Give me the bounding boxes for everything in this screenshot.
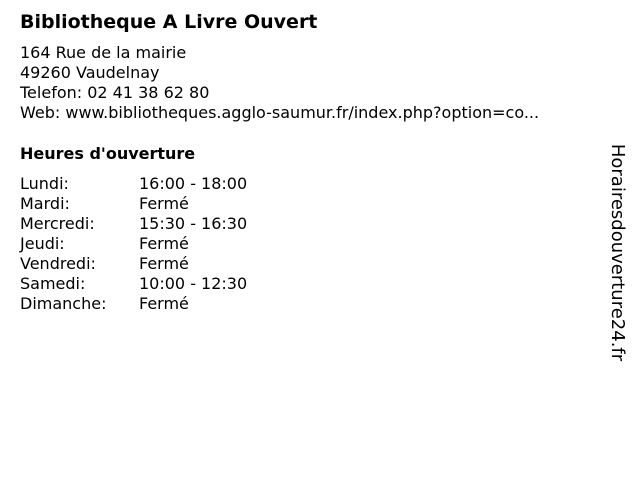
hours-table <box>20 174 247 314</box>
city-postal: 49260 Vaudelnay <box>20 63 160 82</box>
hours-row-thursday <box>20 234 247 254</box>
hours-row-wednesday <box>20 214 247 234</box>
street-address: 164 Rue de la mairie <box>20 43 187 62</box>
time-value: 16:00 - 18:00 <box>139 174 248 193</box>
time-value: Fermé <box>139 234 189 253</box>
hours-heading: Heures d'ouverture <box>20 144 196 163</box>
phone-number[interactable]: Telefon: 02 41 38 62 80 <box>20 83 210 102</box>
day-label: Lundi: <box>20 174 69 193</box>
day-label: Samedi: <box>20 274 86 293</box>
hours-row-monday <box>20 174 247 194</box>
time-value: 10:00 - 12:30 <box>139 274 248 293</box>
day-label: Jeudi: <box>20 234 65 253</box>
watermark-text: Horairesdouverture24.fr <box>607 143 629 361</box>
library-title: Bibliotheque A Livre Ouvert <box>20 11 318 33</box>
watermark <box>596 134 640 370</box>
time-value: Fermé <box>139 294 189 313</box>
time-value: 15:30 - 16:30 <box>139 214 248 233</box>
day-label: Mardi: <box>20 194 70 213</box>
hours-row-saturday <box>20 274 247 294</box>
day-label: Mercredi: <box>20 214 95 233</box>
time-value: Fermé <box>139 194 189 213</box>
hours-row-tuesday <box>20 194 247 214</box>
address-block <box>20 43 539 123</box>
hours-row-friday <box>20 254 247 274</box>
day-label: Vendredi: <box>20 254 96 273</box>
day-label: Dimanche: <box>20 294 107 313</box>
hours-row-sunday <box>20 294 247 314</box>
website-link[interactable]: Web: www.bibliotheques.agglo-saumur.fr/index.php?option=co... <box>20 103 540 122</box>
time-value: Fermé <box>139 254 189 273</box>
